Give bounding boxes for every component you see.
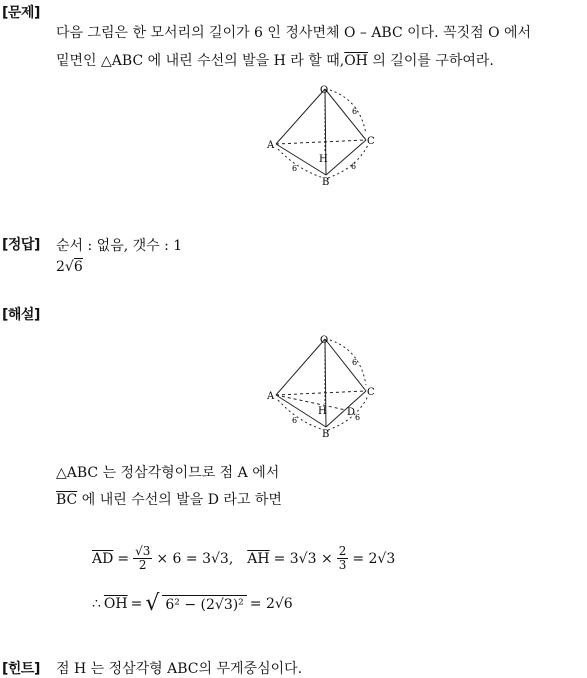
hint-text: 점 H 는 정삼각형 ABC의 무게중심이다.: [56, 661, 303, 677]
segment-bc: $\overline{BC}$: [56, 492, 78, 508]
radical-sign: √: [145, 591, 160, 616]
vertex-o-label: O: [320, 335, 329, 346]
explanation-tag: [해설]: [2, 307, 40, 323]
equation-ad-rest: × 6 = 3√3,: [156, 550, 234, 567]
sqrt-sign: √: [64, 259, 74, 275]
equation-oh: [92, 591, 293, 616]
problem-tag: [문제]: [2, 5, 40, 21]
edge-oc-length: 6: [352, 358, 358, 367]
segment-oh: $\overline{OH}$: [344, 53, 368, 69]
hint-tag: [힌트]: [2, 661, 40, 677]
edge-oa: [276, 89, 325, 144]
answer-tag: [정답]: [2, 237, 40, 253]
equation-ah-end: = 2√3: [352, 550, 396, 567]
edge-oc: [325, 339, 366, 391]
answer-value: [56, 259, 83, 275]
problem-line-1: 다음 그림은 한 모서리의 길이가 6 인 정사면체 O – ABC 이다. 꼭짓점 O 에서: [56, 25, 532, 41]
explanation-line-2: [56, 489, 282, 509]
vertex-c-label: C: [367, 136, 375, 147]
vertex-a-label: A: [267, 140, 275, 151]
problem-line-2-b: 의 길이를 구하여라.: [367, 53, 494, 69]
fraction-2-over-3: [337, 545, 349, 572]
median-ad: [276, 395, 346, 410]
edge-oa: [276, 339, 325, 395]
segment-ah: $\overline{AH}$: [247, 550, 270, 567]
equation-oh-end: = 2√6: [249, 596, 293, 612]
edge-oc-brace: [330, 340, 366, 385]
fraction-sqrt3-over-2: [133, 545, 152, 572]
therefore-symbol: ∴: [92, 596, 101, 612]
vertex-c-label: C: [367, 387, 375, 398]
edge-ab-brace: [278, 149, 324, 178]
segment-ad: $\overline{AD}$: [92, 550, 114, 567]
vertex-a-label: A: [267, 391, 275, 402]
vertex-b-label: B: [322, 177, 330, 187]
edge-oc-length: 6: [352, 107, 358, 116]
edge-ac-hidden: [276, 140, 366, 144]
answer-coef: 2: [56, 259, 65, 275]
segment-oh: $\overline{OH}$: [103, 596, 128, 612]
explanation-line-1: △ABC 는 정삼각형이므로 점 A 에서: [56, 465, 280, 481]
fraction-numerator: √3: [135, 544, 151, 558]
point-h-label: H: [319, 154, 328, 165]
answer-radicand: 6: [73, 259, 83, 275]
vertex-b-label: B: [322, 429, 330, 440]
edge-ab-length: 6: [292, 164, 298, 173]
fraction-numerator: 2: [338, 544, 347, 558]
explanation-line-2-rest: 에 내린 수선의 발을 D 라고 하면: [77, 492, 282, 508]
point-d-label: D: [347, 407, 356, 418]
edge-bc: [326, 140, 366, 175]
edge-ac-hidden: [276, 391, 366, 395]
edge-bc-length: 6: [355, 413, 361, 422]
problem-line-2: [56, 50, 494, 70]
edge-oc: [325, 89, 366, 140]
point-h-label: H: [318, 406, 327, 417]
tetrahedron-figure-with-d: [258, 332, 388, 440]
equation-ah-mid: = 3√3 ×: [273, 550, 333, 567]
vertex-o-label: O: [320, 85, 329, 96]
tetrahedron-figure: [258, 82, 388, 187]
equals-sign: =: [130, 596, 143, 612]
edge-bc-brace: [328, 145, 368, 178]
edge-oc-brace: [330, 90, 366, 134]
equation-ad-ah: [92, 545, 395, 572]
equals-sign: =: [117, 550, 130, 567]
radicand: 6² − (2√3)²: [162, 595, 246, 613]
edge-ab-length: 6: [292, 416, 298, 425]
fraction-denominator: 3: [338, 558, 347, 572]
edge-bc-length: 6: [351, 162, 357, 171]
answer-line-1: 순서 : 없음, 갯수 : 1: [56, 238, 183, 254]
fraction-denominator: 2: [138, 558, 147, 572]
problem-line-2-a: 밑면인 △ABC 에 내린 수선의 발을 H 라 할 때,: [56, 53, 345, 69]
